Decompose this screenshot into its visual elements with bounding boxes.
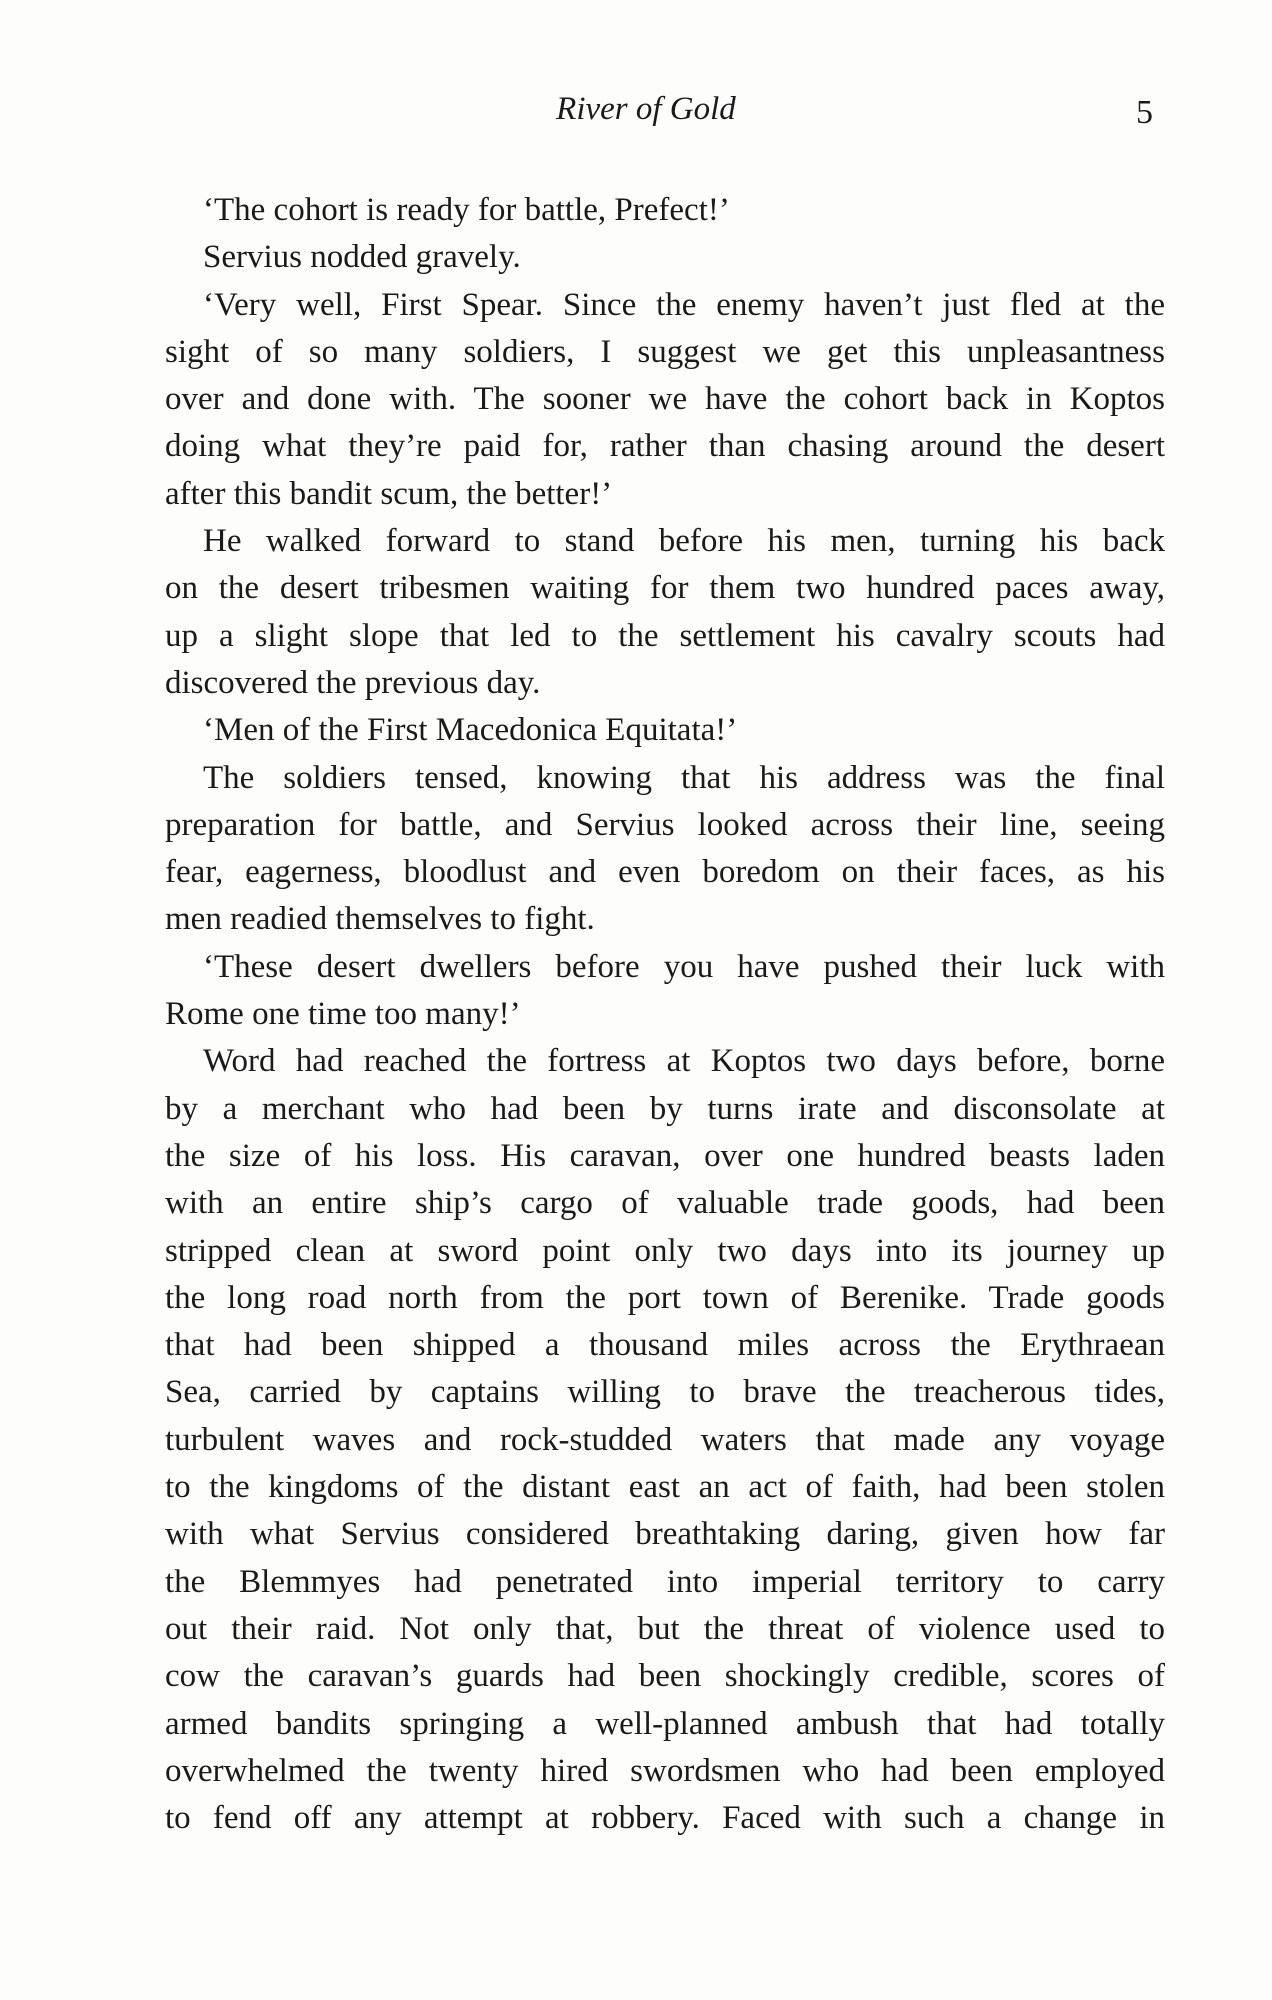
text-line: the Blemmyes had penetrated into imperial territory to carry	[165, 1563, 1165, 1600]
text-line: preparation for battle, and Servius looked across their line, seeing	[165, 806, 1165, 843]
text-line: over and done with. The sooner we have the cohort back in Koptos	[165, 381, 1165, 418]
text-line: the size of his loss. His caravan, over one hundred beasts laden	[165, 1137, 1165, 1174]
text-line: ‘The cohort is ready for battle, Prefect!’	[203, 192, 730, 228]
body-text	[165, 187, 1165, 1842]
text-line: ‘Very well, First Spear. Since the enemy haven’t just fled at the	[203, 286, 1165, 323]
text-line: doing what they’re paid for, rather than chasing around the desert	[165, 428, 1165, 465]
text-line: Sea, carried by captains willing to brave the treacherous tides,	[165, 1374, 1165, 1411]
text-line: He walked forward to stand before his men, turning his back	[203, 523, 1165, 560]
page-number: 5	[1136, 94, 1153, 131]
chapter-title: River of Gold	[556, 91, 736, 127]
text-line: that had been shipped a thousand miles across the Erythraean	[165, 1327, 1165, 1364]
text-line: with an entire ship’s cargo of valuable trade goods, had been	[165, 1185, 1165, 1222]
text-line: Word had reached the fortress at Koptos two days before, borne	[203, 1043, 1165, 1080]
text-line: out their raid. Not only that, but the threat of violence used to	[165, 1610, 1165, 1647]
running-head	[0, 84, 1272, 134]
text-line: armed bandits springing a well-planned ambush that had totally	[165, 1705, 1165, 1742]
text-line: fear, eagerness, bloodlust and even boredom on their faces, as his	[165, 854, 1165, 891]
text-line: to fend off any attempt at robbery. Faced with such a change in	[165, 1800, 1165, 1837]
text-line: overwhelmed the twenty hired swordsmen who had been employed	[165, 1752, 1165, 1789]
text-line: after this bandit scum, the better!’	[165, 475, 613, 512]
text-line: ‘These desert dwellers before you have pushed their luck with	[203, 948, 1165, 985]
text-line: stripped clean at sword point only two days into its journey up	[165, 1232, 1165, 1269]
text-line: ‘Men of the First Macedonica Equitata!’	[203, 712, 738, 749]
text-line: discovered the previous day.	[165, 664, 541, 701]
text-line: men readied themselves to fight.	[165, 901, 595, 938]
text-line: Rome one time too many!’	[165, 996, 521, 1033]
text-line: up a slight slope that led to the settlement his cavalry scouts had	[165, 617, 1165, 654]
text-line: with what Servius considered breathtaking daring, given how far	[165, 1516, 1165, 1553]
text-line: to the kingdoms of the distant east an act of faith, had been stolen	[165, 1469, 1165, 1506]
text-line: Servius nodded gravely.	[203, 239, 521, 276]
text-line: sight of so many soldiers, I suggest we get this unpleasantness	[165, 333, 1165, 370]
text-line: by a merchant who had been by turns irate and disconsolate at	[165, 1090, 1165, 1127]
text-line: turbulent waves and rock-studded waters that made any voyage	[165, 1421, 1165, 1458]
text-line: on the desert tribesmen waiting for them two hundred paces away,	[165, 570, 1165, 607]
text-line: The soldiers tensed, knowing that his address was the final	[203, 759, 1165, 796]
text-line: cow the caravan’s guards had been shockingly credible, scores of	[165, 1658, 1165, 1695]
text-line: the long road north from the port town of Berenike. Trade goods	[165, 1279, 1165, 1316]
